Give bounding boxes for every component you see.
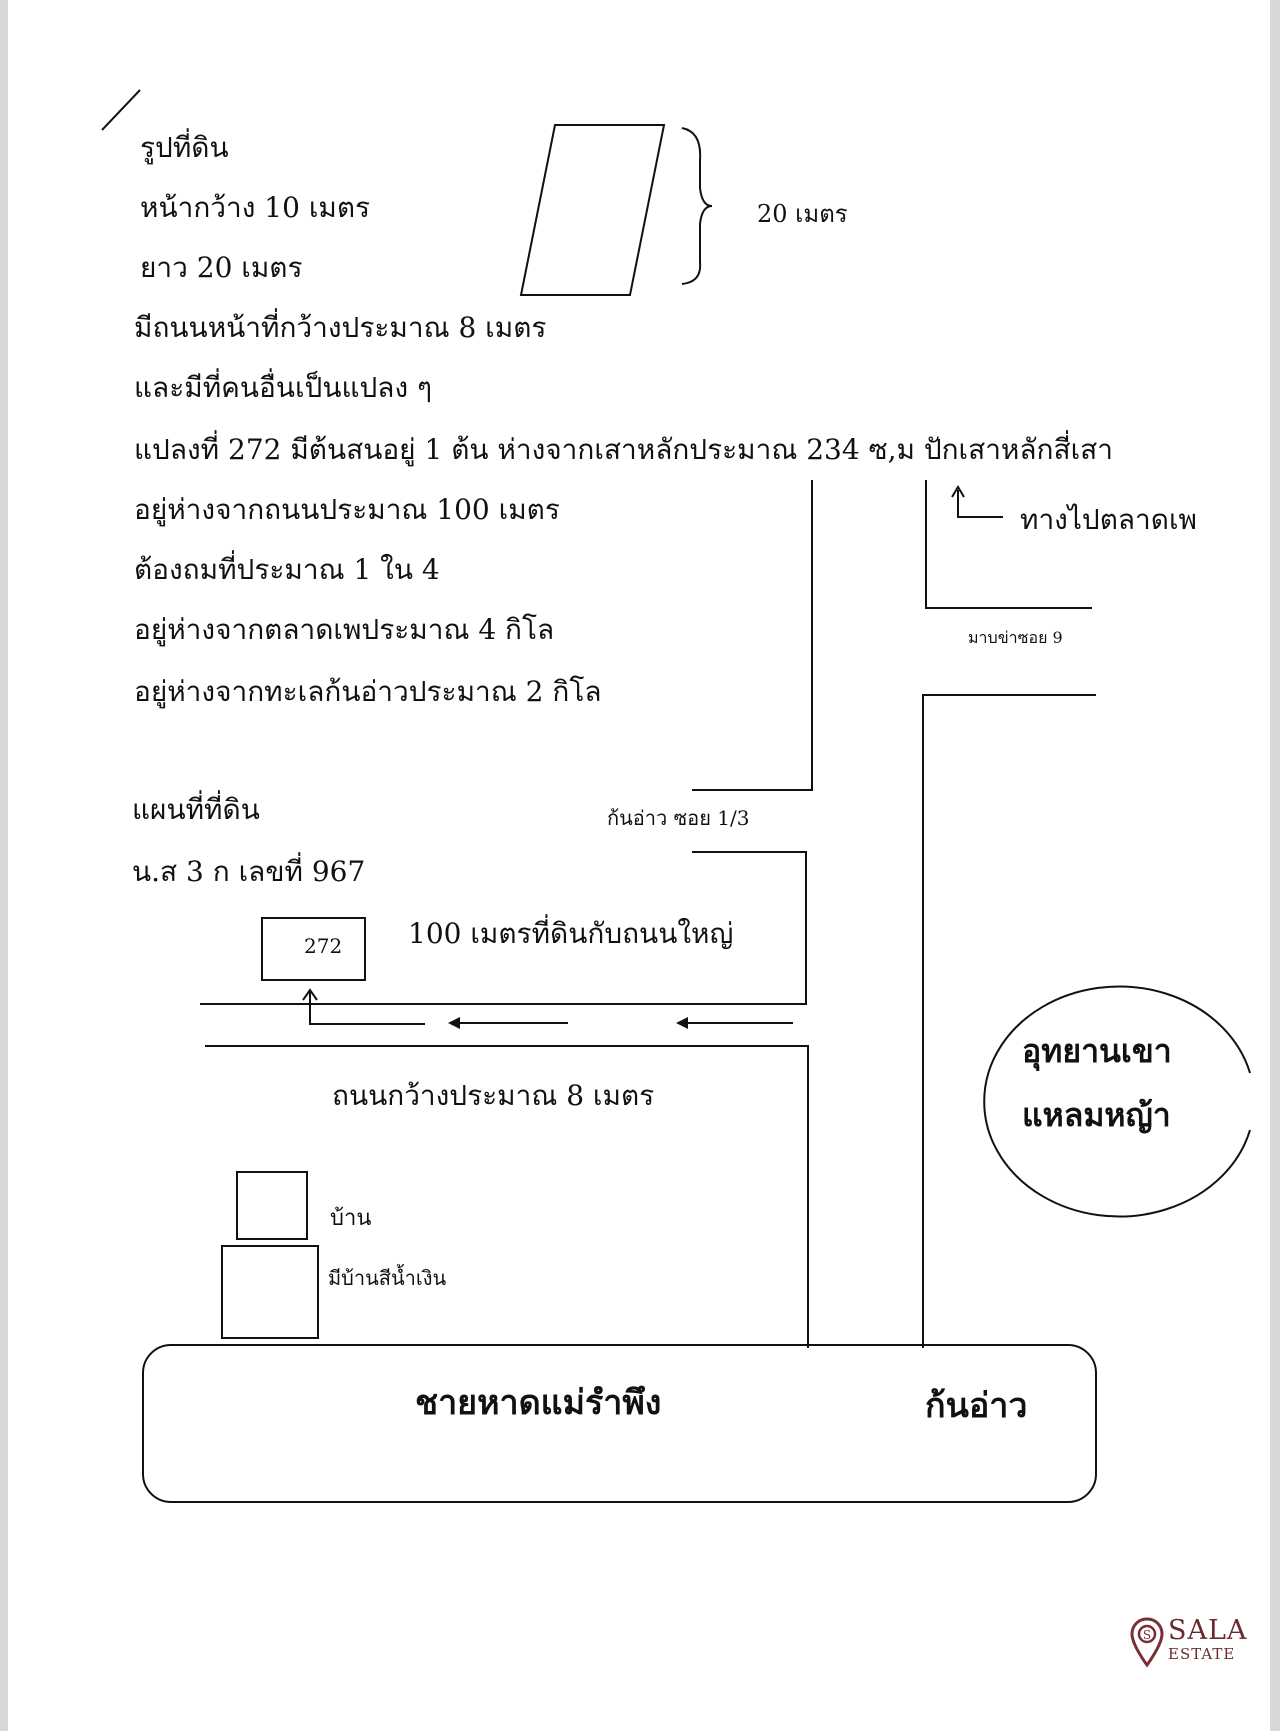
- land-sea-distance: อยู่ห่างจากทะเลก้นอ่าวประมาณ 2 กิโล: [134, 675, 602, 708]
- arrow-to-market: [958, 490, 1003, 517]
- blue-house-box: [222, 1246, 318, 1338]
- land-plot-note: แปลงที่ 272 มีต้นสนอยู่ 1 ต้น ห่างจากเสาหลักประมาณ 234 ซ,ม ปักเสาหลักสี่เสา: [134, 433, 1113, 466]
- dimension-brace: [682, 128, 712, 284]
- land-info-title: รูปที่ดิน: [140, 131, 229, 164]
- road-line-right-bottom: [923, 695, 1096, 1348]
- pen-mark: [102, 90, 140, 130]
- land-road-front: มีถนนหน้าที่กว้างประมาณ 8 เมตร: [134, 311, 547, 344]
- shape-dimension-label: 20 เมตร: [757, 200, 848, 228]
- park-name-line1: อุทยานเขา: [1022, 1032, 1172, 1070]
- plot-road-note: 100 เมตรที่ดินกับถนนใหญ่: [408, 917, 734, 950]
- land-road-distance: อยู่ห่างจากถนนประมาณ 100 เมตร: [134, 493, 560, 526]
- map-deed-number: น.ส 3 ก เลขที่ 967: [132, 855, 366, 888]
- arrow-to-plot: [310, 992, 425, 1024]
- land-neighbors: และมีที่คนอื่นเป็นแปลง ๆ: [134, 371, 433, 404]
- blue-house-label: มีบ้านสีน้ำเงิน: [328, 1266, 447, 1290]
- road-width-label: ถนนกว้างประมาณ 8 เมตร: [332, 1079, 655, 1112]
- arrow-head-left-right: [676, 1017, 688, 1029]
- to-market-label: ทางไปตลาดเพ: [1020, 503, 1197, 536]
- logo-name: SALA: [1168, 1615, 1248, 1646]
- sala-estate-logo: [1130, 1615, 1270, 1671]
- house-label: บ้าน: [330, 1206, 372, 1231]
- logo-sub: ESTATE: [1168, 1645, 1236, 1663]
- plot-number-label: 272: [304, 934, 343, 958]
- soi-label: ก้นอ่าว ซอย 1/3: [607, 806, 750, 830]
- arrow-head-left-mid: [448, 1017, 460, 1029]
- land-shape-parallelogram: [521, 125, 664, 295]
- svg-text:S: S: [1142, 1628, 1152, 1642]
- location-pin-icon: [1130, 1617, 1164, 1669]
- land-front-width: หน้ากว้าง 10 เมตร: [140, 191, 371, 224]
- road-line-soi-top: [692, 480, 812, 790]
- beach-name: ชายหาดแม่รำพึง: [415, 1383, 662, 1423]
- land-fill-note: ต้องถมที่ประมาณ 1 ใน 4: [134, 553, 440, 586]
- map-title: แผนที่ที่ดิน: [132, 793, 260, 826]
- bay-name: ก้นอ่าว: [925, 1386, 1028, 1426]
- house-box: [237, 1172, 307, 1239]
- from-soi9-label: มาบข่าซอย 9: [968, 628, 1063, 647]
- land-market-distance: อยู่ห่างจากตลาดเพประมาณ 4 กิโล: [134, 613, 555, 646]
- land-length: ยาว 20 เมตร: [140, 251, 303, 284]
- park-name-line2: แหลมหญ้า: [1022, 1096, 1171, 1134]
